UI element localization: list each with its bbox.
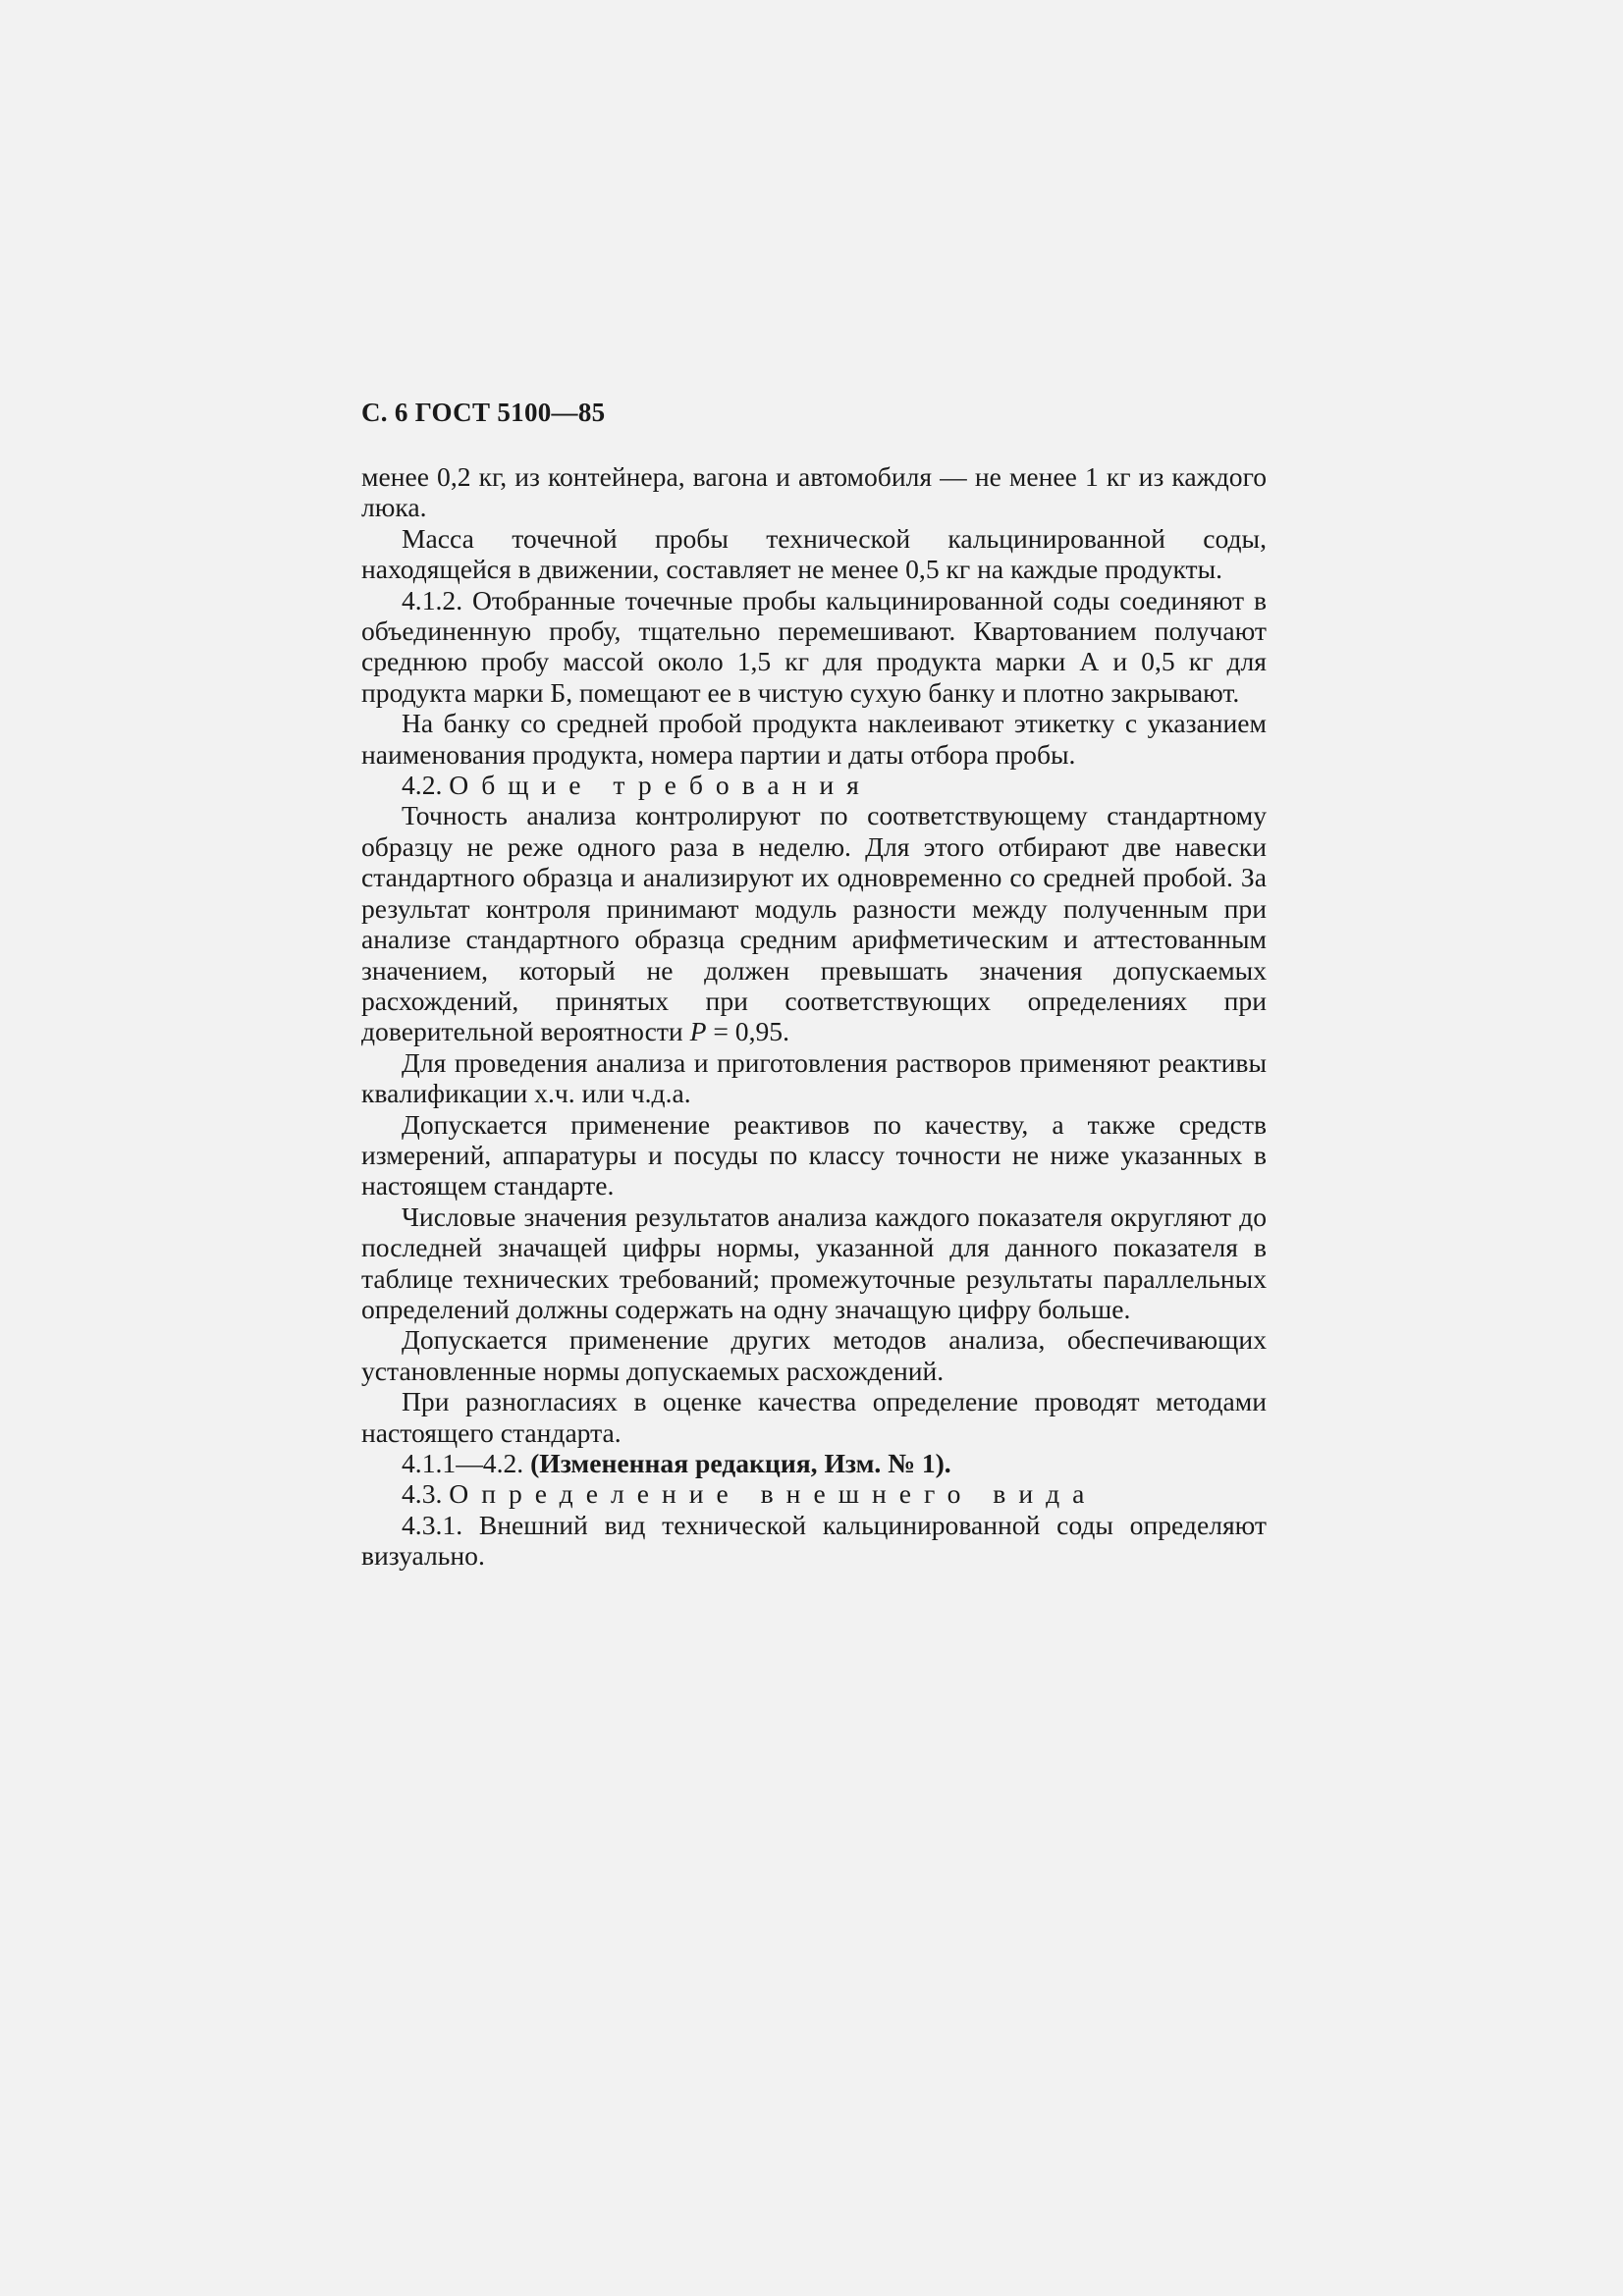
section-heading-4-2 xyxy=(361,770,1267,800)
probability-variable: P xyxy=(689,1016,707,1047)
section-title: Определение внешнего вида xyxy=(449,1478,1098,1510)
paragraph: Для проведения анализа и приготовления растворов применяют реактивы квалификации х.ч. или ч.д.а. xyxy=(361,1046,1267,1109)
paragraph: Допускается применение других методов анализа, обеспечивающих установленные нормы допускаемых расхождений. xyxy=(361,1324,1267,1386)
paragraph-4-3-1: 4.3.1. Внешний вид технической кальцинированной соды определяют визуально. xyxy=(361,1509,1267,1572)
paragraph: Масса точечной пробы технической кальцинированной соды, находящейся в движении, составляет не менее 0,5 кг на каждые продукты. xyxy=(361,522,1267,585)
document-body xyxy=(361,461,1267,1572)
amendment-range: 4.1.1—4.2. xyxy=(402,1448,524,1478)
paragraph xyxy=(361,800,1267,1046)
section-number: 4.3. xyxy=(402,1478,443,1510)
page-header: С. 6 ГОСТ 5100—85 xyxy=(361,398,606,427)
section-heading-4-3 xyxy=(361,1478,1267,1509)
paragraph: При разногласиях в оценке качества определение проводят методами настоящего стандарта. xyxy=(361,1386,1267,1448)
paragraph: Допускается применение реактивов по качеству, а также средств измерений, аппаратуры и посуды по классу точности не ниже указанных в настоящем стандарте. xyxy=(361,1108,1267,1201)
section-title: Общие требования xyxy=(449,770,872,801)
probability-value: = 0,95. xyxy=(706,1016,789,1047)
amendment-note xyxy=(361,1448,1267,1478)
paragraph-4-1-2: 4.1.2. Отобранные точечные пробы кальцинированной соды соединяют в объединенную пробу, тщательно перемешивают. Квартованием получают среднюю пробу массой около 1,5 кг для продукта марки А и 0,5 кг для продукта марки Б, помещают ее в чистую сухую банку и плотно закрывают. xyxy=(361,584,1267,708)
paragraph: Числовые значения результатов анализа каждого показателя округляют до последней значащей цифры нормы, указанной для данного показателя в таблице технических требований; промежуточные результаты параллельных определений должны содержать на одну значащую цифру больше. xyxy=(361,1201,1267,1324)
amendment-text: (Измененная редакция, Изм. № 1). xyxy=(530,1448,951,1478)
paragraph: менее 0,2 кг, из контейнера, вагона и автомобиля — не менее 1 кг из каждого люка. xyxy=(361,461,1267,523)
paragraph: На банку со средней пробой продукта наклеивают этикетку с указанием наименования продукта, номера партии и даты отбора пробы. xyxy=(361,708,1267,770)
section-number: 4.2. xyxy=(402,770,443,801)
paragraph-text: Точность анализа контролируют по соответствующему стандартному образцу не реже одного раза в неделю. Для этого отбирают две навески стандартного образца и анализируют их одновременно со средней пробой. За результат контроля принимают модуль разности между полученным при анализе стандартного образца средним арифметическим и аттестованным значением, который не должен превышать значения допускаемых расхождений, принятых при соответствующих определениях при доверительной вероятности xyxy=(361,800,1267,1047)
